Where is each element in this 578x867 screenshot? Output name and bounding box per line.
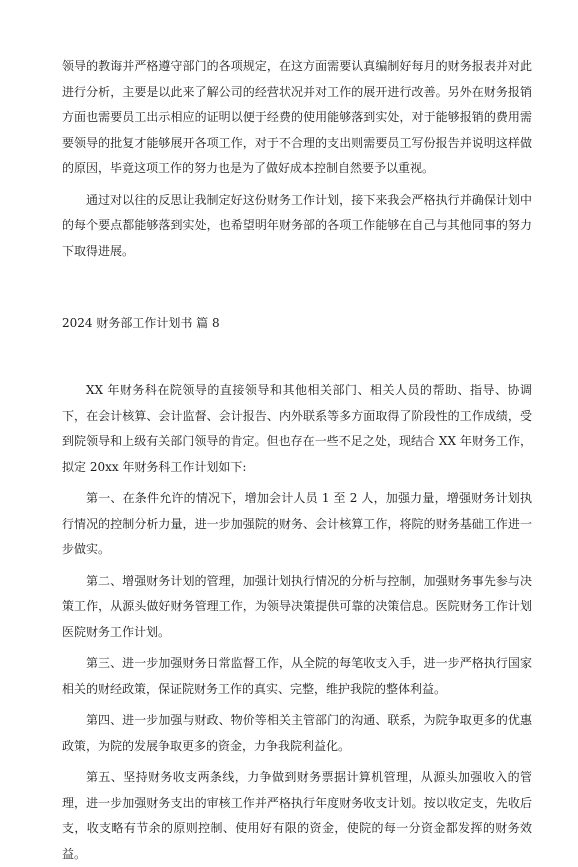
plan-item-2: 第二、增强财务计划的管理，加强计划执行情况的分析与控制，加强财务事先参与决策工作，从源头做好财务管理工作，为领导决策提供可靠的决策信息。医院财务工作计划医院财务工作计划。 [62,573,532,639]
intro-paragraph: 领导的教诲并严格遵守部门的各项规定，在这方面需要认真编制好每月的财务报表并对此进行分析，主要是以此来了解公司的经营状况并对工作的展开进行改善。另外在财务报销方面也需要员工出示相应的证明以便于经费的使用能够落到实处，对于能够报销的费用需要领导的批复才能够展开各项工作，对于不合理的支出则需要员工写份报告并说明这样做的原因，毕竟这项工作的努力也是为了做好成本控制自然要予以重视。 [62,59,532,175]
section-intro-paragraph: XX 年财务科在院领导的直接领导和其他相关部门、相关人员的帮助、指导、协调下，在会计核算、会计监督、会计报告、内外联系等多方面取得了阶段性的工作成绩，受到院领导和上级有关部门领导的肯定。但也存在一些不足之处，现结合 XX 年财务工作，拟定 20xx 年财务科工作计划如下: [62,383,532,474]
section-title: 2024 财务部工作计划书 篇 8 [62,316,220,330]
closing-paragraph: 通过对以往的反思让我制定好这份财务工作计划，接下来我会严格执行并确保计划中的每个要点都能够落到实处，也希望明年财务部的各项工作能够在自己与其他同事的努力下取得进展。 [62,192,532,258]
plan-item-5: 第五、坚持财务收支两条线，力争做到财务票据计算机管理，从源头加强收入的管理，进一步加强财务支出的审核工作并严格执行年度财务收支计划。按以收定支，先收后支，收支略有节余的原则控制、使用好有限的资金，使院的每一分资金都发挥的财务效益。 [62,770,532,861]
plan-item-4: 第四、进一步加强与财政、物价等相关主管部门的沟通、联系，为院争取更多的优惠政策，为院的发展争取更多的资金，力争我院利益化。 [62,713,532,753]
plan-item-3: 第三、进一步加强财务日常监督工作，从全院的每笔收支入手，进一步严格执行国家相关的财经政策，保证院财务工作的真实、完整，维护我院的整体利益。 [62,656,532,696]
plan-item-1: 第一、在条件允许的情况下，增加会计人员 1 至 2 人，加强力量，增强财务计划执行情况的控制分析力量，进一步加强院的财务、会计核算工作，将院的财务基础工作进一步做实。 [62,491,532,556]
